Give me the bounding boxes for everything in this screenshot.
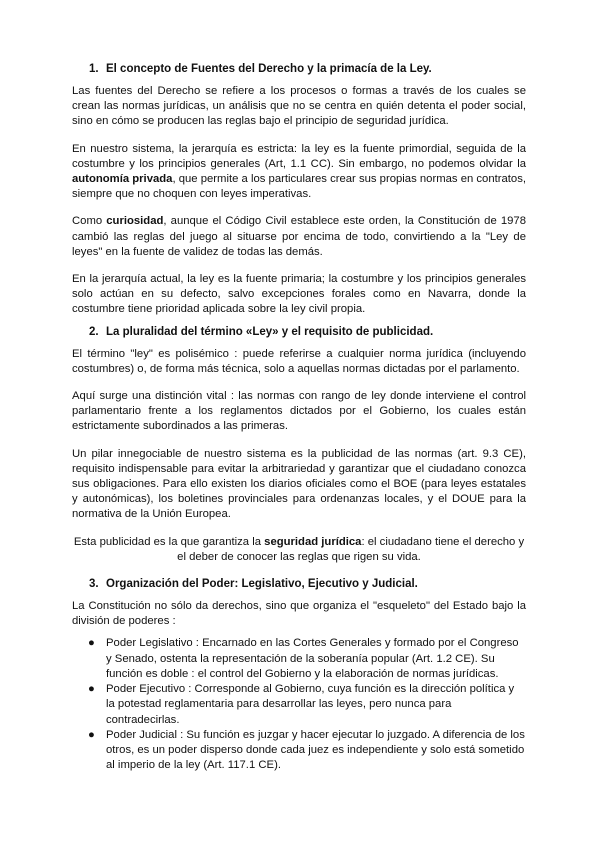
s2-paragraph-1: El término "ley" es polisémico : puede referirse a cualquier norma jurídica (incluyendo costumbres) o, de forma más técnica, solo a aquellas normas dictadas por el parlamento. [72, 347, 526, 375]
bullet-icon: ● [88, 683, 95, 696]
section-2-number: 2. [89, 325, 99, 338]
s2-paragraph-3: Un pilar innegociable de nuestro sistema es la publicidad de las normas (art. 9.3 CE), requisito indispensable para evitar la arbitrariedad y garantizar que el ciudadano conozca sus obligaciones. Para ello existen los diarios oficiales como el BOE (para leyes estatales y autonómicas), los boletines provinciales para ordenanzas locales, y el DOUE para la normativa de la Unión Europea. [72, 447, 526, 521]
s2-p4-text-c: : el ciudadano tiene el derecho y el deber de conocer las reglas que rigen su vida. [177, 535, 525, 563]
s2-p4-bold: seguridad jurídica [264, 535, 362, 548]
s2-paragraph-4 [72, 535, 526, 565]
section-3-title: Organización del Poder: Legislativo, Ejecutivo y Judicial. [106, 578, 418, 591]
list-item-text: Poder Legislativo : Encarnado en las Cortes Generales y formado por el Congreso y Senado, ostenta la representación de la soberanía popular (Art. 1.2 CE). Su función es doble : el control del Gobierno y la elaboración de normas jurídicas. [106, 637, 519, 680]
s1-paragraph-2 [72, 142, 526, 203]
section-1-title: El concepto de Fuentes del Derecho y la primacía de la Ley. [106, 63, 432, 75]
s3-paragraph-1: La Constitución no sólo da derechos, sino que organiza el "esqueleto" del Estado bajo la división de poderes : [72, 600, 526, 628]
s1-p2-text-c: , que permite a los particulares crear sus propias normas en contratos, siempre que no choquen con leyes imperativas. [72, 173, 527, 201]
list-item [86, 728, 526, 774]
bullet-icon: ● [88, 728, 95, 741]
s1-paragraph-4: En la jerarquía actual, la ley es la fuente primaria; la costumbre y los principios generales solo actúan en su defecto, salvo excepciones forales como en Navarra, donde la costumbre tiene prioridad aplicada sobre la ley civil propia. [72, 273, 526, 316]
section-2-title: La pluralidad del término «Ley» y el requisito de publicidad. [106, 325, 434, 338]
section-2-heading [72, 325, 526, 340]
list-item-text: Poder Judicial : Su función es juzgar y hacer ejecutar lo juzgado. A diferencia de los otros, es un poder disperso donde cada juez es independiente y solo está sometido al imperio de la ley (Art. 117.1 CE). [106, 728, 525, 772]
s1-p3-bold: curiosidad [106, 215, 164, 228]
document-page [72, 62, 526, 773]
s1-p2-text-a: En nuestro sistema, la jerarquía es estricta: la ley es la fuente primordial, seguida de la costumbre y los principios generales (Art, 1.1 CC). Sin embargo, no podemos olvidar la [72, 142, 526, 170]
s2-p4-text-a: Esta publicidad es la que garantiza la [73, 535, 265, 548]
section-1-number: 1. [89, 63, 99, 75]
section-3-number: 3. [89, 578, 99, 591]
bullet-icon: ● [88, 637, 95, 650]
list-item [86, 636, 526, 682]
s1-p3-text-a: Como [72, 215, 107, 228]
s1-paragraph-3 [72, 214, 526, 260]
section-3-heading [72, 577, 526, 592]
list-item-text: Poder Ejecutivo : Corresponde al Gobierno, cuya función es la dirección política y la potestad reglamentaria para desarrollar las leyes, pero nunca para contradecirlas. [106, 683, 515, 726]
section-1-heading [72, 62, 526, 77]
powers-list [72, 636, 526, 773]
s1-p2-bold: autonomía privada [72, 173, 173, 186]
s2-paragraph-2: Aquí surge una distinción vital : las normas con rango de ley donde interviene el control parlamentario frente a los reglamentos dictados por el Gobierno, los cuales están estrictamente subordinados a las primeras. [72, 390, 526, 433]
list-item [86, 682, 526, 728]
s1-p3-text-c: , aunque el Código Civil establece este orden, la Constitución de 1978 cambió las reglas del juego al situarse por encima de todo, convirtiendo a la "Ley de leyes" en la fuente de validez de todas las demás. [72, 215, 526, 258]
s1-paragraph-1: Las fuentes del Derecho se refiere a los procesos o formas a través de los cuales se crean las normas jurídicas, un análisis que no se centra en quién detenta el poder social, sino en cómo se producen las reglas bajo el principio de seguridad jurídica. [72, 85, 526, 128]
